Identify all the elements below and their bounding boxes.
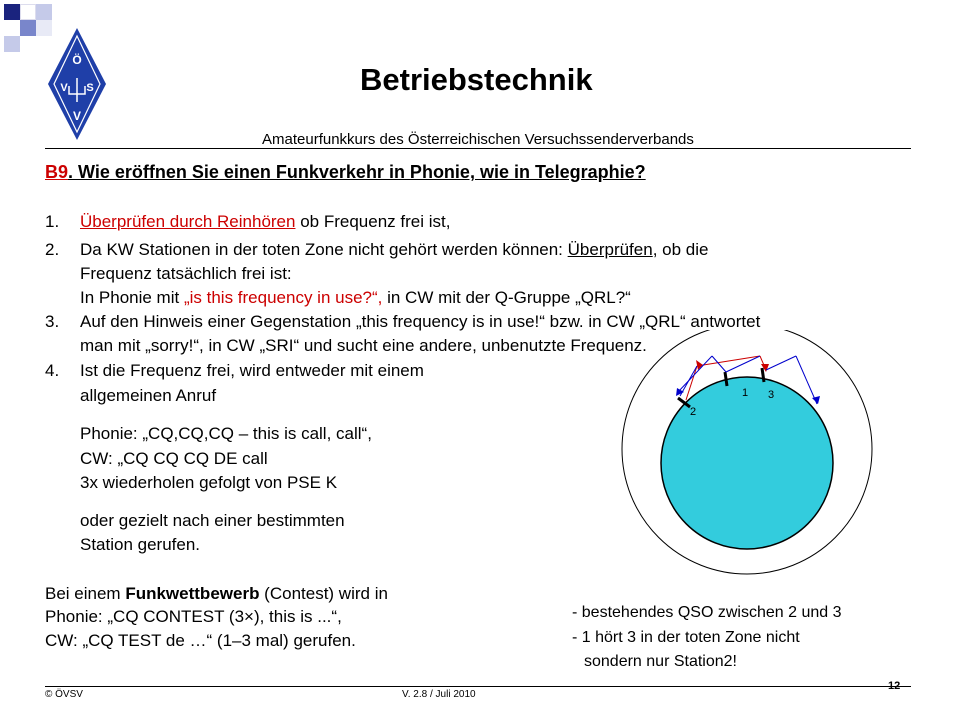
corner-square (20, 20, 36, 36)
question-text: . Wie eröffnen Sie einen Funkverkehr in Phonie, wie in Telegraphie? (68, 162, 646, 182)
list-item: Ist die Frequenz frei, wird entweder mit einem (80, 361, 424, 380)
list-item-continuation: Frequenz tatsächlich frei ist: (80, 264, 292, 283)
diagram-note: - bestehendes QSO zwischen 2 und 3 (572, 604, 842, 621)
contest-cw: CW: „CQ TEST de …“ (1–3 mal) gerufen. (45, 631, 356, 650)
list-item: Auf den Hinweis einer Gegenstation „this frequency is in use!“ bzw. in CW „QRL“ antwortet (80, 312, 761, 331)
call-cw: CW: „CQ CQ CQ DE call (80, 449, 268, 468)
footer-copyright: © ÖVSV (45, 689, 83, 700)
list-number: 1. (45, 212, 60, 231)
call-phonie: Phonie: „CQ,CQ,CQ – this is call, call“, (80, 424, 372, 443)
skip-zone-diagram (615, 330, 875, 586)
item-text: Da KW Stationen in der toten Zone nicht gehört werden können: (80, 240, 568, 259)
logo-letter-o: Ö (72, 53, 82, 67)
list-number: 3. (45, 312, 60, 331)
item-text: , ob die (652, 240, 709, 259)
list-number: 2. (45, 240, 60, 259)
logo-letter-s: S (86, 82, 94, 94)
call-targeted-cont: Station gerufen. (80, 535, 201, 554)
item-highlight: Überprüfen durch Reinhören (80, 212, 296, 231)
diagram-note: sondern nur Station2! (584, 653, 737, 670)
contest-phonie: Phonie: „CQ CONTEST (3×), this is ...“, (45, 607, 342, 626)
list-item-continuation: man mit „sorry!“, in CW „SRI“ und sucht eine andere, unbenutzte Frequenz. (80, 336, 647, 355)
station-1-marker-l (725, 372, 727, 386)
call-repeat: 3x wiederholen gefolgt von PSE K (80, 473, 338, 492)
page-number: 12 (888, 680, 901, 692)
oevsv-logo (46, 26, 108, 142)
call-targeted: oder gezielt nach einer bestimmten (80, 511, 345, 530)
item-text: ob Frequenz frei ist, (295, 212, 451, 231)
station-label-3: 3 (768, 389, 775, 401)
footer-divider (45, 686, 911, 687)
question-heading (45, 162, 646, 183)
contest-line (45, 584, 388, 604)
header-divider (45, 148, 911, 149)
ray-blue (766, 356, 796, 370)
ray-red (697, 356, 760, 366)
contest-text: (Contest) wird in (259, 584, 388, 603)
list-item (80, 240, 708, 260)
logo-letter-v1: V (60, 82, 68, 94)
station-label-1: 1 (742, 387, 749, 399)
ray-blue (712, 356, 726, 372)
list-item (80, 212, 450, 232)
contest-keyword: Funkwettbewerb (125, 584, 260, 603)
list-item-continuation (80, 288, 631, 308)
item-text: in CW mit der Q-Gruppe „QRL?“ (382, 288, 631, 307)
page-subtitle: Amateurfunkkurs des Österreichischen Versuchssenderverbands (262, 131, 694, 148)
arrowhead-red (696, 360, 703, 370)
contest-text: Bei einem (45, 584, 126, 603)
station-1-marker-r (762, 368, 764, 382)
footer-version: V. 2.8 / Juli 2010 (402, 689, 476, 700)
question-code: B9 (45, 162, 69, 182)
list-number: 4. (45, 361, 60, 380)
corner-square (4, 36, 20, 52)
page-title: Betriebstechnik (360, 62, 593, 97)
station-label-2: 2 (690, 406, 697, 418)
diagram-note: - 1 hört 3 in der toten Zone nicht (572, 629, 800, 646)
corner-square (20, 4, 36, 20)
list-item-continuation: allgemeinen Anruf (80, 386, 217, 405)
item-highlight: „is this frequency in use?“, (183, 288, 383, 307)
item-underlined: Überprüfen (567, 240, 653, 259)
item-text: In Phonie mit (80, 288, 184, 307)
corner-square (4, 4, 20, 20)
logo-letter-v2: V (72, 109, 82, 123)
corner-square (36, 4, 52, 20)
